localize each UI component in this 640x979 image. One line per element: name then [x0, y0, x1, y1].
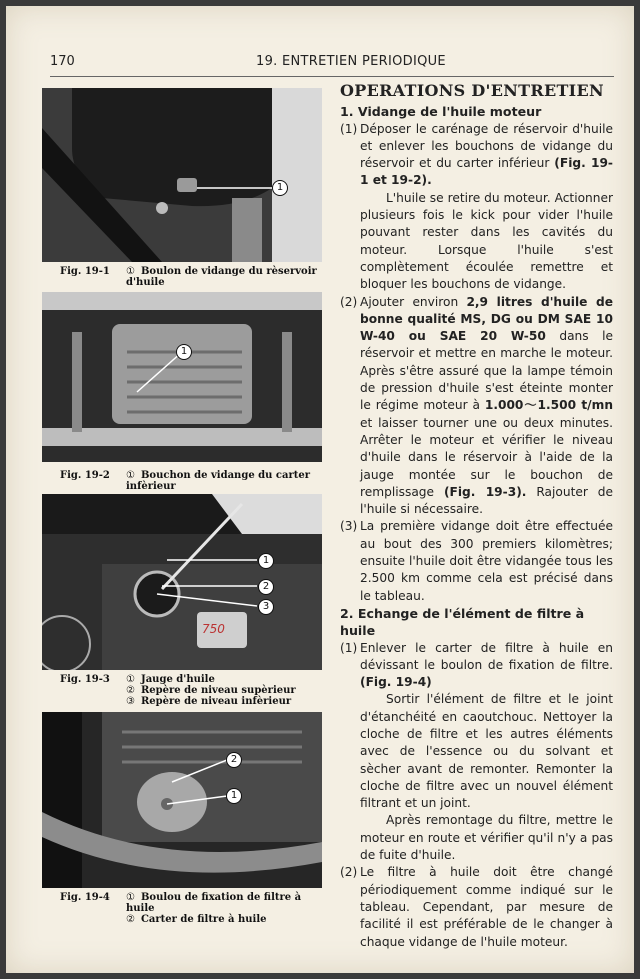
header-rule — [50, 76, 614, 77]
list-item: (1) Déposer le carénage de réservoir d'huile et enlever les bouchons de vidange du réservoir et du carter inférieur (Fig. 19-1 et 19-2). L'huile se retire du moteur. Actionner plusieurs fois le kick pour vider l'huile pouvant rester dans les cavités du moteur. Lorsque l'huile s'est complètement écoulée remettre et bloquer les bouchons de vidange. — [340, 121, 613, 294]
caption-text: Boulon de vidange du rèservoir d'huile — [126, 266, 317, 288]
heading-oil-change: 1. Vidange de l'huile moteur — [340, 104, 542, 120]
caption-text: Bouchon de vidange du carter infèrieur — [126, 470, 310, 492]
paragraph: Après remontage du filtre, mettre le moteur en route et vérifier qu'il n'y a pas de fuite d'huile. — [360, 813, 613, 863]
caption-text: Boulou de fixation de filtre à huile — [126, 892, 302, 914]
callout-1: 1 — [258, 553, 274, 569]
list-item: (3) La première vidange doit être effectuée au bout des 300 premiers kilomètres; ensuite l'huile doit être vidangée tous les 2.500 km comme cela est précisé dans le tableau. — [340, 519, 613, 603]
figure-label: Fig. 19-3 — [60, 674, 110, 685]
list-item: (1) Enlever le carter de filtre à huile en dévissant le boulon de fixation de filtre. (Fig. 19-4) Sortir l'élément de filtre et le joint d'étanchéité en caoutchouc. Nettoyer la cloche de filtre et les autres éléments avec de l'essence ou du solvant et sècher avant de remonter. Remonter la cloche de filtre avec un nouvel élément filtrant et un joint. Après remontage du filtre, mettre le moteur en route et vérifier qu'il n'y a pas de fuite d'huile. — [340, 640, 613, 865]
paragraph: L'huile se retire du moteur. Actionner plusieurs fois le kick pour vider l'huile pouvant rester dans les cavités du moteur. Lorsque l'huile s'est complètement écoulée remettre et bloquer les bouchons de vidange. — [360, 190, 613, 292]
photo-fig-19-1 — [42, 88, 322, 262]
figure-label: Fig. 19-4 — [60, 892, 110, 903]
callout-1: 1 — [176, 344, 192, 360]
figure-reference: (Fig. 19-4) — [360, 675, 432, 690]
caption-text: Repère de niveau supèrieur — [140, 685, 296, 696]
callout-1: 1 — [272, 180, 288, 196]
oil-tank-photo — [42, 88, 322, 262]
section-title: OPERATIONS D'ENTRETIEN — [340, 81, 604, 100]
maintenance-text-column — [340, 82, 613, 951]
oil-spec: 2,9 litres d'huile de bonne qualité MS, DG ou DM SAE 10 W-40 ou SAE 20 W-50 — [360, 294, 614, 344]
callout-1: 1 — [226, 788, 242, 804]
caption-text: Repère de niveau infèrieur — [140, 696, 292, 707]
photo-fig-19-2 — [42, 292, 322, 462]
badge-750: 750 — [202, 622, 225, 636]
page-number: 170 — [50, 54, 75, 69]
oil-pan-photo — [42, 292, 322, 462]
callout-2: 2 — [226, 752, 242, 768]
photo-fig-19-3 — [42, 494, 322, 670]
figure-label: Fig. 19-2 — [60, 470, 110, 481]
list-item: (2) Le filtre à huile doit être changé périodiquement comme indiqué sur le tableau. Cependant, par mesure de facilité il est préférable de le changer à chaque vidange de l'huile moteur. — [340, 865, 613, 949]
engine-speed: 1.000～1.500 t/mn — [484, 398, 613, 413]
paragraph: Sortir l'élément de filtre et le joint d'étanchéité en caoutchouc. Nettoyer la cloche de filtre et les autres éléments avec de l'essence ou du solvant et sècher avant de remonter. Remonter la cloche de filtre avec un nouvel élément filtrant et un joint. — [360, 692, 613, 811]
list-item: (2) Ajouter environ 2,9 litres d'huile de bonne qualité MS, DG ou DM SAE 10 W-40 ou SAE 20 W-50 dans le réservoir et mettre en marche le moteur. Après s'être assuré que la lampe témoin de pression d'huile s'est éteinte monter le régime moteur à 1.000～1.500 t/mn et laisser tourner une ou deux minutes. Arrêter le moteur et vérifier le niveau d'huile dans le réservoir à l'aide de la jauge montée sur le bouchon de remplissage (Fig. 19-3). Rajouter de l'huile si nécessaire. — [340, 294, 614, 517]
callout-2: 2 — [258, 579, 274, 595]
figure-reference: (Fig. 19-1 et 19-2). — [360, 156, 613, 188]
callout-3: 3 — [258, 599, 274, 615]
caption-text: Carter de filtre à huile — [140, 914, 267, 925]
heading-filter-change: 2. Echange de l'élément de filtre à huile — [340, 605, 585, 639]
figure-reference: (Fig. 19-3). — [443, 484, 527, 499]
oil-filter-photo — [42, 712, 322, 888]
photo-fig-19-4 — [42, 712, 322, 888]
caption-text: Jauge d'huile — [140, 674, 215, 685]
figure-label: Fig. 19-1 — [60, 266, 110, 277]
chapter-title: 19. ENTRETIEN PERIODIQUE — [256, 54, 446, 69]
dipstick-photo — [42, 494, 322, 670]
